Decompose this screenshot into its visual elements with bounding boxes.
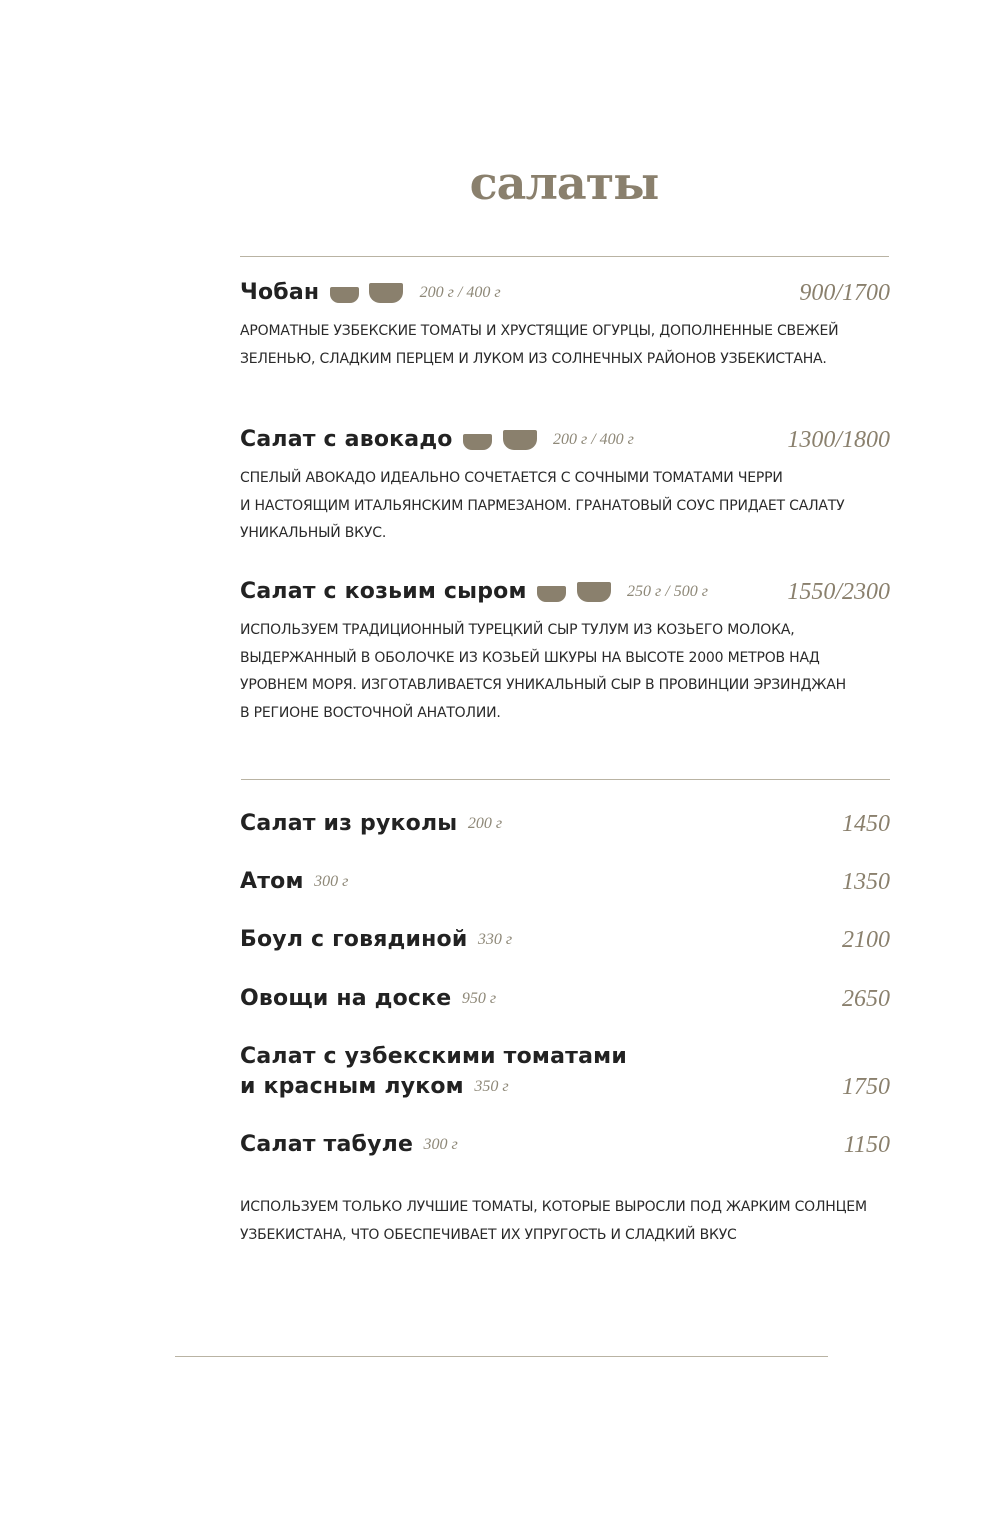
menu-item-arugula-salad (240, 811, 890, 841)
page-title: салаты (469, 156, 659, 210)
item-price: 1450 (842, 811, 890, 837)
item-weight: 950 г (461, 989, 497, 1007)
item-weight: 300 г (423, 1135, 458, 1153)
menu-item-atom (240, 869, 890, 899)
item-name: Боул с говядиной (240, 927, 468, 952)
bowl-large-icon (577, 582, 611, 602)
item-name: Атом (240, 869, 304, 894)
item-price: 1350 (842, 869, 890, 895)
menu-item-beef-bowl (240, 927, 890, 957)
note-line: ИСПОЛЬЗУЕМ ТОЛЬКО ЛУЧШИЕ ТОМАТЫ, КОТОРЫЕ ВЫРОСЛИ ПОД ЖАРКИМ СОЛНЦЕМ (240, 1199, 867, 1215)
item-price: 2100 (842, 927, 890, 953)
description-line: АРОМАТНЫЕ УЗБЕКСКИЕ ТОМАТЫ И ХРУСТЯЩИЕ ОГУРЦЫ, ДОПОЛНЕННЫЕ СВЕЖЕЙ (240, 323, 839, 339)
item-weight: 200 г / 400 г (419, 283, 501, 301)
item-price: 1550/2300 (787, 579, 890, 605)
note-line: УЗБЕКИСТАНА, ЧТО ОБЕСПЕЧИВАЕТ ИХ УПРУГОСТЬ И СЛАДКИЙ ВКУС (240, 1226, 737, 1243)
menu-item-avocado-salad (240, 427, 890, 548)
footer-note (240, 1186, 890, 1249)
description-line: В РЕГИОНЕ ВОСТОЧНОЙ АНАТОЛИИ. (240, 704, 501, 721)
portion-icons (537, 582, 616, 602)
item-name-line1: Салат с узбекскими томатами (240, 1044, 627, 1069)
top-divider (240, 256, 889, 257)
description-line: СПЕЛЫЙ АВОКАДО ИДЕАЛЬНО СОЧЕТАЕТСЯ С СОЧНЫМИ ТОМАТАМИ ЧЕРРИ (240, 470, 783, 486)
item-price: 1150 (843, 1132, 890, 1158)
menu-item-goat-cheese-salad (240, 579, 890, 727)
bowl-large-icon (503, 430, 537, 450)
bowl-small-icon (463, 434, 492, 450)
description-line: УРОВНЕМ МОРЯ. ИЗГОТАВЛИВАЕТСЯ УНИКАЛЬНЫЙ СЫР В ПРОВИНЦИИ ЭРЗИНДЖАН (240, 677, 846, 693)
item-name: Чобан (240, 280, 320, 305)
item-description (240, 617, 880, 727)
item-weight: 200 г (467, 814, 503, 832)
description-line: ИСПОЛЬЗУЕМ ТРАДИЦИОННЫЙ ТУРЕЦКИЙ СЫР ТУЛУМ ИЗ КОЗЬЕГО МОЛОКА, (240, 622, 795, 638)
description-line: ВЫДЕРЖАННЫЙ В ОБОЛОЧКЕ ИЗ КОЗЬЕЙ ШКУРЫ НА ВЫСОТЕ 2000 МЕТРОВ НАД (240, 649, 820, 666)
item-name: Овощи на доске (240, 986, 452, 1011)
menu-item-tabbouleh (240, 1132, 890, 1162)
bowl-large-icon (369, 283, 403, 303)
bottom-divider (175, 1356, 828, 1357)
item-price: 1300/1800 (787, 427, 890, 453)
item-name: и красным луком (240, 1074, 464, 1099)
item-weight: 200 г / 400 г (552, 430, 634, 448)
menu-item-vegetable-board (240, 986, 890, 1016)
description-line: УНИКАЛЬНЫЙ ВКУС. (240, 525, 387, 541)
item-weight: 330 г (477, 930, 513, 948)
item-weight: 250 г / 500 г (627, 582, 708, 600)
section-divider (241, 779, 890, 780)
description-line: ЗЕЛЕНЬЮ, СЛАДКИМ ПЕРЦЕМ И ЛУКОМ ИЗ СОЛНЕЧНЫХ РАЙОНОВ УЗБЕКИСТАНА. (240, 350, 827, 367)
bowl-small-icon (537, 586, 566, 602)
item-price: 2650 (842, 986, 890, 1012)
description-line: И НАСТОЯЩИМ ИТАЛЬЯНСКИМ ПАРМЕЗАНОМ. ГРАНАТОВЫЙ СОУС ПРИДАЕТ САЛАТУ (240, 497, 845, 514)
item-description (240, 318, 880, 373)
note-text (240, 1194, 890, 1249)
menu-item-uzbek-tomato-salad (240, 1044, 890, 1104)
item-price: 1750 (842, 1074, 890, 1100)
item-name: Салат табуле (240, 1132, 414, 1157)
portion-icons (330, 283, 409, 303)
item-weight: 350 г (474, 1077, 509, 1095)
menu-item-choban (240, 280, 890, 373)
item-weight: 300 г (314, 872, 349, 890)
item-name: Салат с козьим сыром (240, 579, 527, 604)
item-description (240, 465, 880, 548)
item-name: Салат с авокадо (240, 427, 453, 452)
portion-icons (463, 430, 542, 450)
item-price: 900/1700 (799, 280, 890, 306)
bowl-small-icon (330, 287, 359, 303)
item-name: Салат из руколы (240, 811, 458, 836)
